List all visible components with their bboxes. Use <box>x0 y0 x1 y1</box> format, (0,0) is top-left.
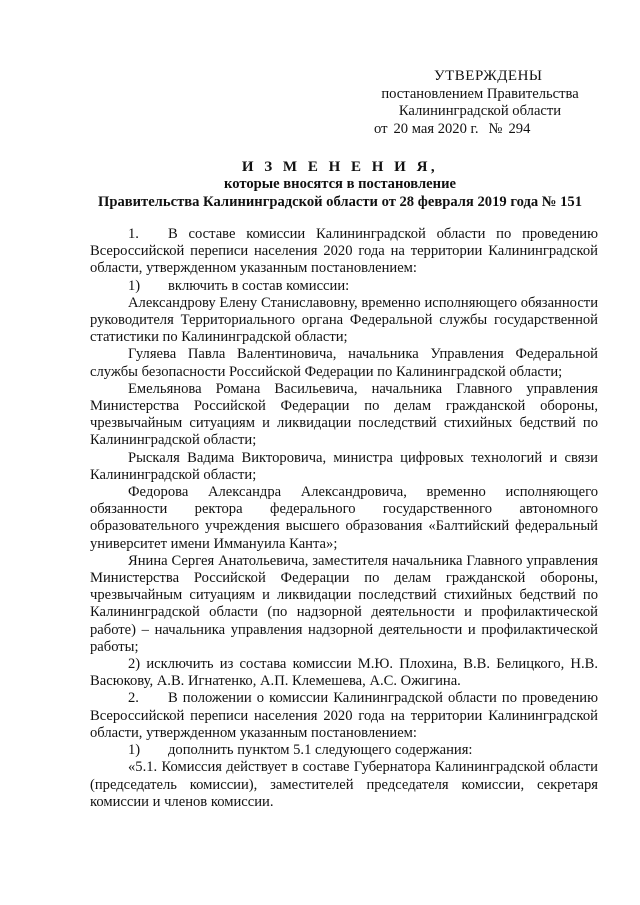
paragraph-text: В положении о комиссии Калининградской области по проведению Всероссийской переписи населения 2020 года на территории Калининградской области, утвержденном указанным постановлением: <box>90 690 598 741</box>
paragraph-text: В составе комиссии Калининградской области по проведению Всероссийской переписи населения 2020 года на территории Калининградской области, утвержденном указанным постановлением: <box>90 226 598 277</box>
quoted-clause: «5.1. Комиссия действует в составе Губернатора Калининградской области (председатель комиссии), заместителей председателя комиссии, секретаря комиссии и членов комиссии. <box>90 759 598 810</box>
paragraph-2 <box>90 690 598 742</box>
subitem-2-1 <box>90 742 598 759</box>
member-entry: Рыскаля Вадима Викторовича, министра цифровых технологий и связи Калининградской области; <box>90 449 598 483</box>
approval-line-2: Калининградской области <box>398 103 562 119</box>
subitem-number: 1) <box>128 277 141 294</box>
member-entry: Емельянова Романа Васильевича, начальника Главного управления Министерства Российской Федерации по делам гражданской обороны, чрезвычайным ситуациям и ликвидации последствий стихийных бедствий по Калининградской области; <box>90 380 598 449</box>
decree-reference <box>360 121 600 139</box>
decree-number: 294 <box>508 120 531 137</box>
from-label: от <box>374 120 388 137</box>
document-title <box>80 158 600 211</box>
member-entry: Янина Сергея Анатольевича, заместителя начальника Главного управления Министерства Российской Федерации по делам гражданской обороны, чрезвычайным ситуациям и ликвидации последствий стихийных бедствий по Калининградской области (по надзорной деятельности и профилактической работе) – начальника управления надзорной деятельности и профилактической работы; <box>90 552 598 655</box>
member-entry: Гуляева Павла Валентиновича, начальника Управления Федеральной службы безопасности Российской Федерации по Калининградской области; <box>90 346 598 380</box>
approval-stamp <box>360 68 600 138</box>
approved-label: УТВЕРЖДЕНЫ <box>434 68 543 84</box>
number-label: № <box>488 120 503 137</box>
decree-date: 20 мая 2020 г. <box>393 120 479 137</box>
subitem-text: включить в состав комиссии: <box>168 277 350 294</box>
title-heading: И З М Е Н Е Н И Я, <box>241 159 439 175</box>
member-entry: Александрову Елену Станиславовну, временно исполняющего обязанности руководителя Территориального органа Федеральной службы государственной статистики по Калининградской области; <box>90 294 598 346</box>
approval-line-1: постановлением Правительства <box>381 85 579 102</box>
title-line-1: которые вносятся в постановление <box>224 176 456 192</box>
paragraph-1 <box>90 226 598 278</box>
paragraph-number: 2. <box>128 690 139 707</box>
subitem-1-1 <box>90 278 598 295</box>
subitem-number: 1) <box>128 742 141 759</box>
member-entry: Федорова Александра Александровича, временно исполняющего обязанности ректора федерального государственного автономного образовательного учреждения высшего образования «Балтийский федеральный университет имени Иммануила Канта»; <box>90 484 598 552</box>
subitem-text: дополнить пунктом 5.1 следующего содержания: <box>168 742 473 759</box>
subitem-1-2: 2) исключить из состава комиссии М.Ю. Плохина, В.В. Белицкого, Н.В. Васюкову, А.В. Игнатенко, А.П. Клемешева, А.С. Ожигина. <box>90 656 598 690</box>
document-body <box>90 226 598 811</box>
title-line-2: Правительства Калининградской области от 28 февраля 2019 года № 151 <box>97 193 582 210</box>
paragraph-number: 1. <box>128 226 139 242</box>
